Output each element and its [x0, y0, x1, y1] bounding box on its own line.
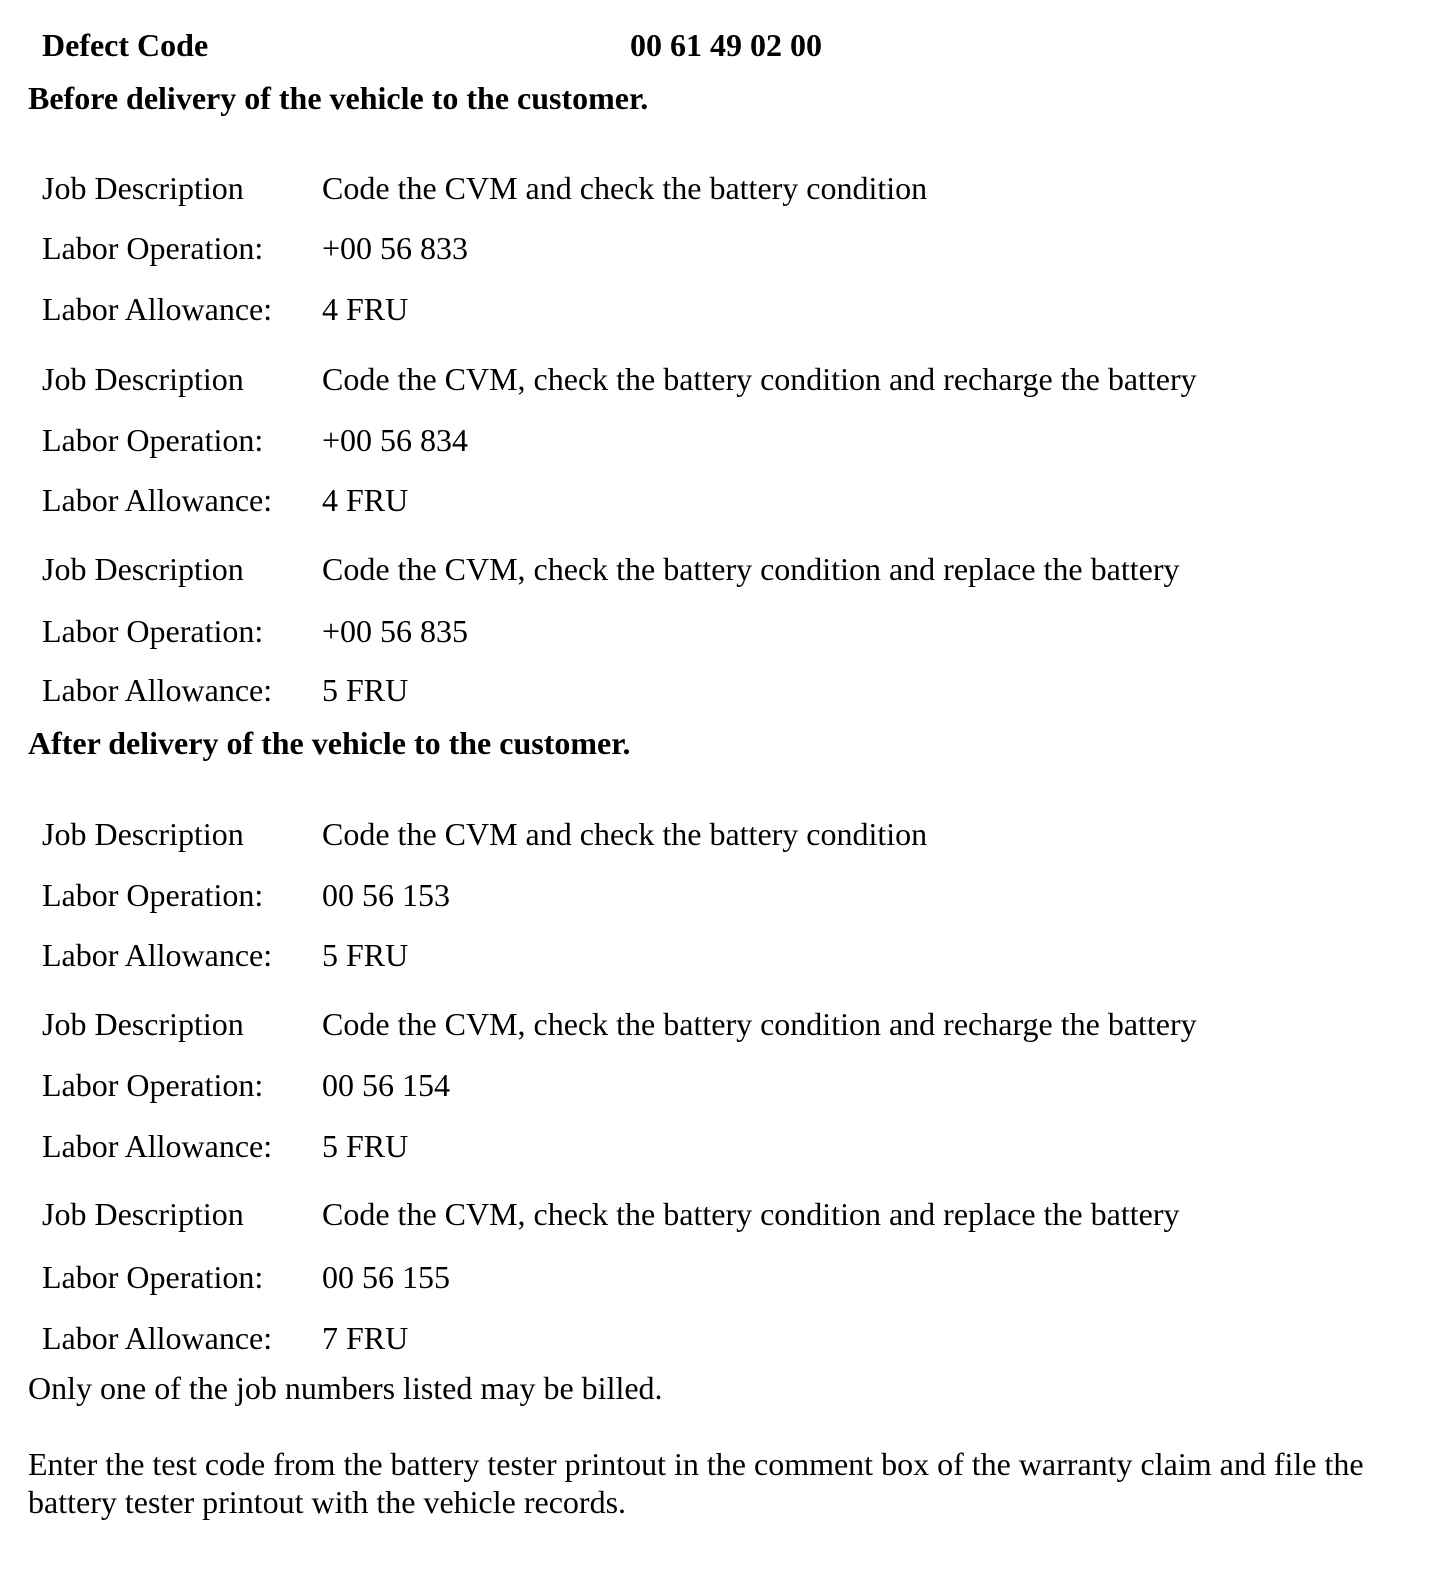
job-description-label: Job Description [42, 816, 244, 852]
job-description-value: Code the CVM, check the battery condition and recharge the battery [322, 1006, 1197, 1042]
labor-operation-label: Labor Operation: [42, 1067, 264, 1103]
defect-code-value: 00 61 49 02 00 [630, 27, 822, 63]
job-description-label: Job Description [42, 170, 244, 206]
labor-allowance-label: Labor Allowance: [42, 482, 273, 518]
billing-note: Only one of the job numbers listed may be billed. [28, 1370, 663, 1406]
labor-operation-value: +00 56 833 [322, 230, 469, 266]
labor-operation-value: 00 56 154 [322, 1067, 450, 1103]
labor-allowance-label: Labor Allowance: [42, 1128, 273, 1164]
labor-operation-label: Labor Operation: [42, 1259, 264, 1295]
job-description-label: Job Description [42, 551, 244, 587]
job-description-value: Code the CVM, check the battery condition and recharge the battery [322, 361, 1197, 397]
labor-operation-value: +00 56 834 [322, 422, 469, 458]
labor-operation-value: 00 56 153 [322, 877, 450, 913]
job-description-label: Job Description [42, 1006, 244, 1042]
labor-operation-label: Labor Operation: [42, 877, 264, 913]
labor-allowance-value: 5 FRU [322, 1128, 409, 1164]
labor-allowance-value: 4 FRU [322, 482, 409, 518]
job-description-label: Job Description [42, 361, 244, 397]
labor-allowance-label: Labor Allowance: [42, 672, 273, 708]
job-description-value: Code the CVM and check the battery condition [322, 816, 928, 852]
labor-allowance-label: Labor Allowance: [42, 1320, 273, 1356]
labor-operation-value: +00 56 835 [322, 613, 469, 649]
labor-allowance-value: 4 FRU [322, 291, 409, 327]
labor-operation-label: Labor Operation: [42, 230, 264, 266]
job-description-label: Job Description [42, 1196, 244, 1232]
job-description-value: Code the CVM, check the battery condition and replace the battery [322, 1196, 1180, 1232]
labor-allowance-value: 5 FRU [322, 672, 409, 708]
labor-operation-label: Labor Operation: [42, 422, 264, 458]
test-code-instruction: Enter the test code from the battery tester printout in the comment box of the warranty claim and file the battery tester printout with the vehicle records. [28, 1446, 1364, 1520]
job-description-value: Code the CVM and check the battery condition [322, 170, 928, 206]
labor-operation-label: Labor Operation: [42, 613, 264, 649]
job-description-value: Code the CVM, check the battery condition and replace the battery [322, 551, 1180, 587]
section-heading-after-delivery: After delivery of the vehicle to the customer. [28, 725, 631, 761]
labor-allowance-label: Labor Allowance: [42, 937, 273, 973]
labor-allowance-value: 5 FRU [322, 937, 409, 973]
labor-allowance-value: 7 FRU [322, 1320, 409, 1356]
labor-operation-value: 00 56 155 [322, 1259, 450, 1295]
section-heading-before-delivery: Before delivery of the vehicle to the customer. [28, 80, 649, 116]
labor-allowance-label: Labor Allowance: [42, 291, 273, 327]
defect-code-label: Defect Code [42, 27, 209, 63]
